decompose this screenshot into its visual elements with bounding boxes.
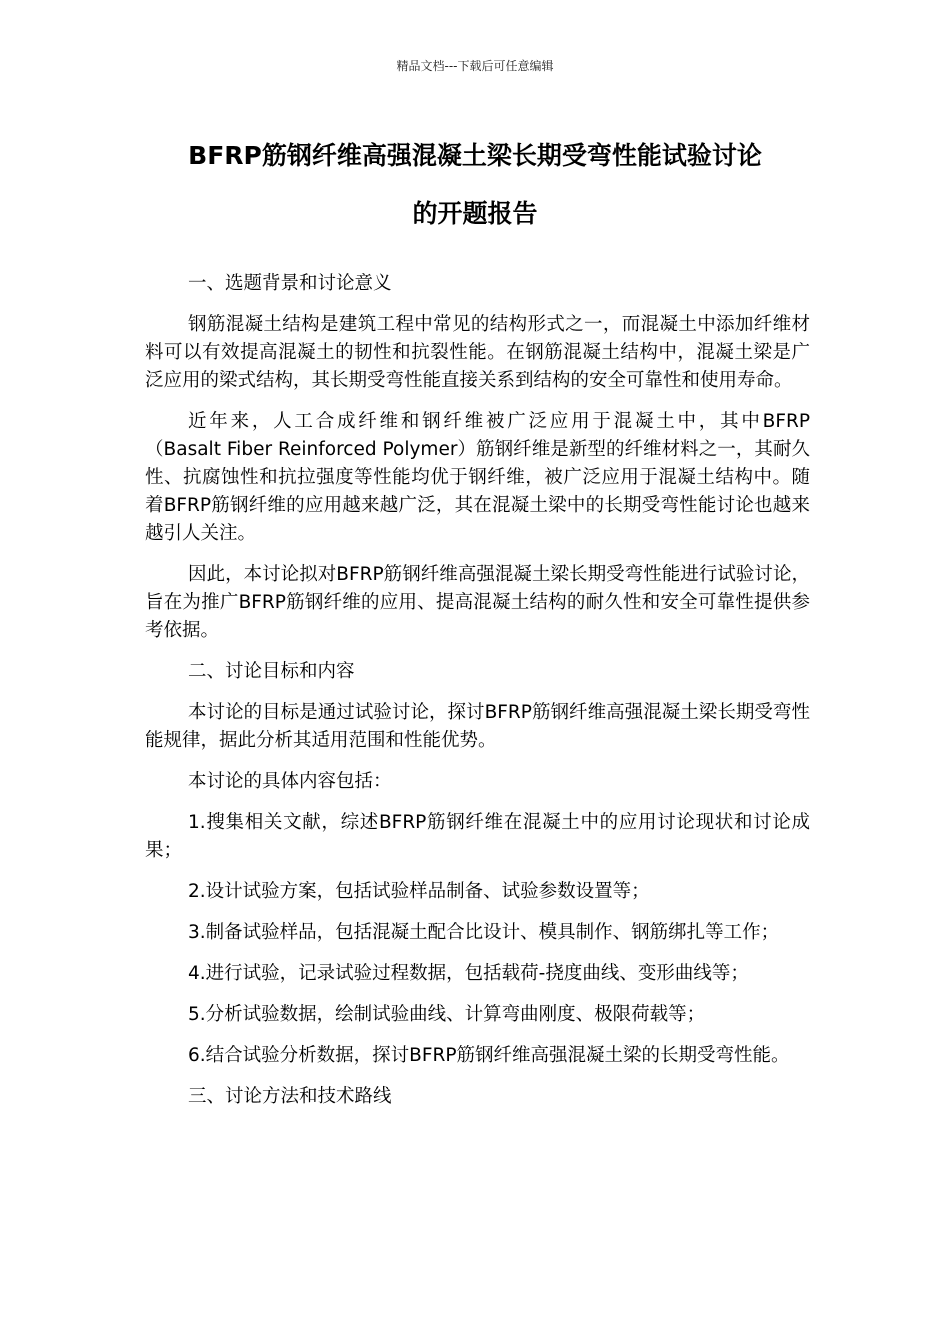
section-heading-methods: 三、讨论方法和技术路线 <box>188 1086 392 1107</box>
document-body <box>145 270 810 1124</box>
page-header-note: 精品文档---下载后可任意编辑 <box>396 59 554 73</box>
list-item-2: 2.设计试验方案，包括试验样品制备、试验参数设置等； <box>188 881 650 902</box>
document-title-line-1: BFRP筋钢纤维高强混凝土梁长期受弯性能试验讨论 <box>188 141 762 170</box>
section-heading-background: 一、选题背景和讨论意义 <box>188 273 392 294</box>
paragraph-objectives-1: 本讨论的目标是通过试验讨论，探讨BFRP筋钢纤维高强混凝土梁长期受弯性能规律，据此分析其适用范围和性能优势。 <box>145 702 810 751</box>
list-item-3: 3.制备试验样品，包括混凝土配合比设计、模具制作、钢筋绑扎等工作； <box>188 922 780 943</box>
document-title-line-2: 的开题报告 <box>412 199 538 228</box>
paragraph-background-2: 近年来，人工合成纤维和钢纤维被广泛应用于混凝土中，其中BFRP（Basalt Fiber Reinforced Polymer）筋钢纤维是新型的纤维材料之一，其耐久性、抗腐蚀性和抗拉强度等性能均优于钢纤维，被广泛应用于混凝土结构中。随着BFRP筋钢纤维的应用越来越广泛，其在混凝土梁中的长期受弯性能讨论也越来越引人关注。 <box>145 411 810 544</box>
list-item-1: 1.搜集相关文献，综述BFRP筋钢纤维在混凝土中的应用讨论现状和讨论成果； <box>145 812 810 861</box>
list-item-6: 6.结合试验分析数据，探讨BFRP筋钢纤维高强混凝土梁的长期受弯性能。 <box>188 1045 790 1066</box>
paragraph-objectives-2: 本讨论的具体内容包括： <box>188 771 392 792</box>
list-item-5: 5.分析试验数据，绘制试验曲线、计算弯曲刚度、极限荷载等； <box>188 1004 706 1025</box>
list-item-4: 4.进行试验，记录试验过程数据，包括载荷-挠度曲线、变形曲线等； <box>188 963 749 984</box>
paragraph-background-1: 钢筋混凝土结构是建筑工程中常见的结构形式之一，而混凝土中添加纤维材料可以有效提高混凝土的韧性和抗裂性能。在钢筋混凝土结构中，混凝土梁是广泛应用的梁式结构，其长期受弯性能直接关系到结构的安全可靠性和使用寿命。 <box>145 314 810 391</box>
paragraph-background-3: 因此，本讨论拟对BFRP筋钢纤维高强混凝土梁长期受弯性能进行试验讨论，旨在为推广BFRP筋钢纤维的应用、提高混凝土结构的耐久性和安全可靠性提供参考依据。 <box>145 564 810 641</box>
section-heading-objectives: 二、讨论目标和内容 <box>188 661 355 682</box>
